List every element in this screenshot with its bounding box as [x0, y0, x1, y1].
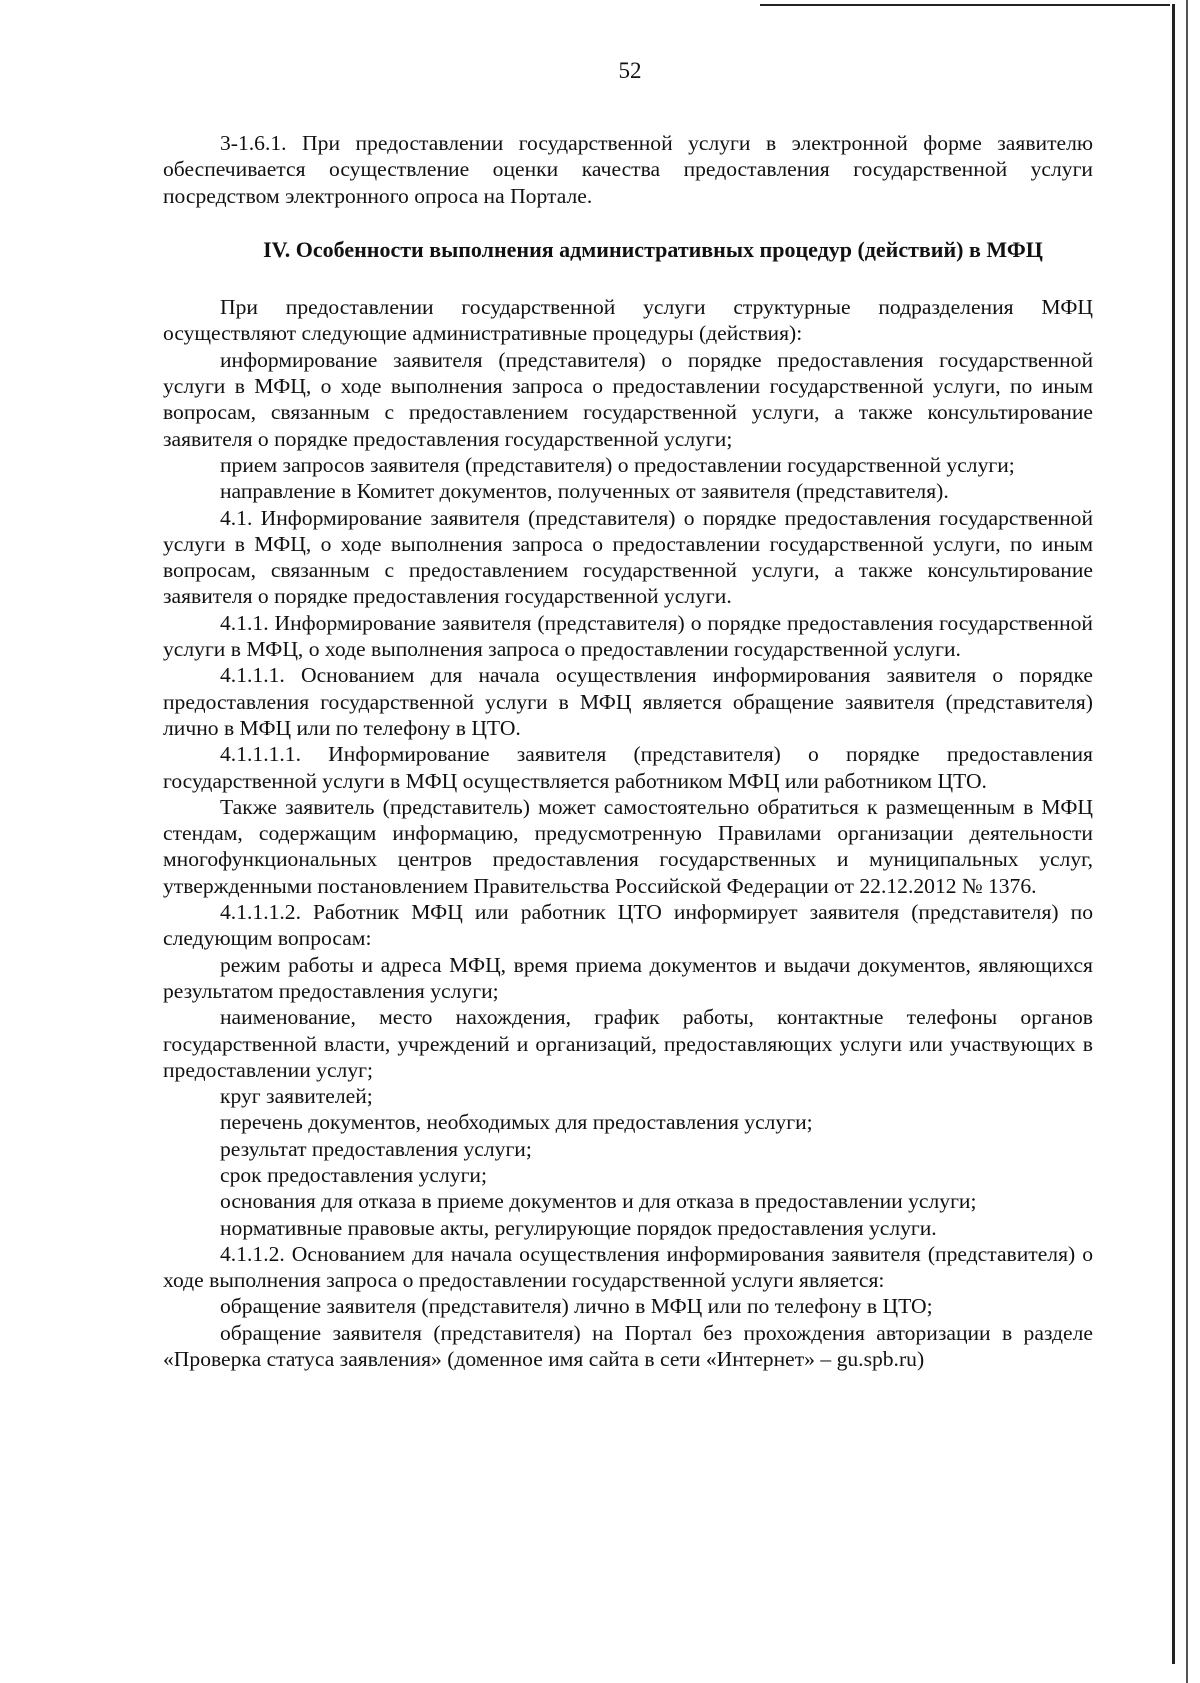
paragraph: 4.1.1. Информирование заявителя (представителя) о порядке предоставления государственной услуги в МФЦ, о ходе выполнения запроса о предоставлении государственной услуги. — [163, 610, 1093, 662]
section-heading: IV. Особенности выполнения административных процедур (действий) в МФЦ — [263, 236, 1043, 262]
paragraph: 4.1. Информирование заявителя (представителя) о порядке предоставления государственной услуги в МФЦ, о ходе выполнения запроса о предоставлении государственной услуги, по иным вопросам, связанным с предоставлением государственной услуги, а также консультирование заявителя о порядке предоставления государственной услуги. — [163, 505, 1093, 609]
list-item: перечень документов, необходимых для предоставления услуги; — [220, 1110, 813, 1135]
list-item: основания для отказа в приеме документов и для отказа в предоставлении услуги; — [220, 1189, 977, 1214]
paragraph: Также заявитель (представитель) может самостоятельно обратиться к размещенным в МФЦ стендам, содержащим информацию, предусмотренную Правилами организации деятельности многофункциональных центров предоставления государственных и муниципальных услуг, утвержденными постановлением Правительства Российской Федерации от 22.12.2012 № 1376. — [163, 794, 1093, 898]
scan-border-top — [760, 4, 1170, 6]
paragraph: обращение заявителя (представителя) на Портал без прохождения авторизации в разделе «Проверка статуса заявления» (доменное имя сайта в сети «Интернет» – gu.spb.ru) — [163, 1320, 1093, 1372]
paragraph: При предоставлении государственной услуги структурные подразделения МФЦ осуществляют следующие административные процедуры (действия): — [163, 295, 1093, 346]
page-number: 52 — [618, 58, 642, 83]
document-body — [163, 130, 1093, 1372]
paragraph: 4.1.1.1. Основанием для начала осуществления информирования заявителя о порядке предоставления государственной услуги в МФЦ является обращение заявителя (представителя) лично в МФЦ или по телефону в ЦТО. — [163, 663, 1093, 740]
list-item: направление в Комитет документов, полученных от заявителя (представителя). — [220, 479, 949, 504]
scan-border-right — [1172, 4, 1175, 1664]
paragraph: 4.1.1.1.1. Информирование заявителя (представителя) о порядке предоставления государственной услуги в МФЦ осуществляется работником МФЦ или работником ЦТО. — [163, 742, 1093, 793]
paragraph: режим работы и адреса МФЦ, время приема документов и выдачи документов, являющихся результатом предоставления услуги; — [163, 952, 1093, 1003]
scan-border-right-outer — [1186, 0, 1188, 1683]
paragraph: информирование заявителя (представителя) о порядке предоставления государственной услуги в МФЦ, о ходе выполнения запроса о предоставлении государственной услуги, по иным вопросам, связанным с предоставлением государственной услуги, а также консультирование заявителя о порядке предоставления государственной услуги; — [163, 347, 1093, 451]
paragraph: 3-1.6.1. При предоставлении государственной услуги в электронной форме заявителю обеспечивается осуществление оценки качества предоставления государственной услуги посредством электронного опроса на Портале. — [163, 131, 1093, 208]
list-item: обращение заявителя (представителя) лично в МФЦ или по телефону в ЦТО; — [220, 1294, 933, 1319]
list-item: прием запросов заявителя (представителя) о предоставлении государственной услуги; — [220, 452, 1015, 477]
list-item: срок предоставления услуги; — [220, 1162, 487, 1187]
list-item: нормативные правовые акты, регулирующие порядок предоставления услуги. — [220, 1215, 937, 1240]
paragraph: 4.1.1.1.2. Работник МФЦ или работник ЦТО информирует заявителя (представителя) по следующим вопросам: — [163, 900, 1093, 951]
paragraph: 4.1.1.2. Основанием для начала осуществления информирования заявителя (представителя) о ходе выполнения запроса о предоставлении государственной услуги является: — [163, 1241, 1093, 1293]
list-item: результат предоставления услуги; — [220, 1136, 532, 1161]
list-item: круг заявителей; — [220, 1084, 373, 1109]
paragraph: наименование, место нахождения, график работы, контактные телефоны органов государственной власти, учреждений и организаций, предоставляющих услуги или участвующих в предоставлении услуг; — [163, 1005, 1093, 1082]
